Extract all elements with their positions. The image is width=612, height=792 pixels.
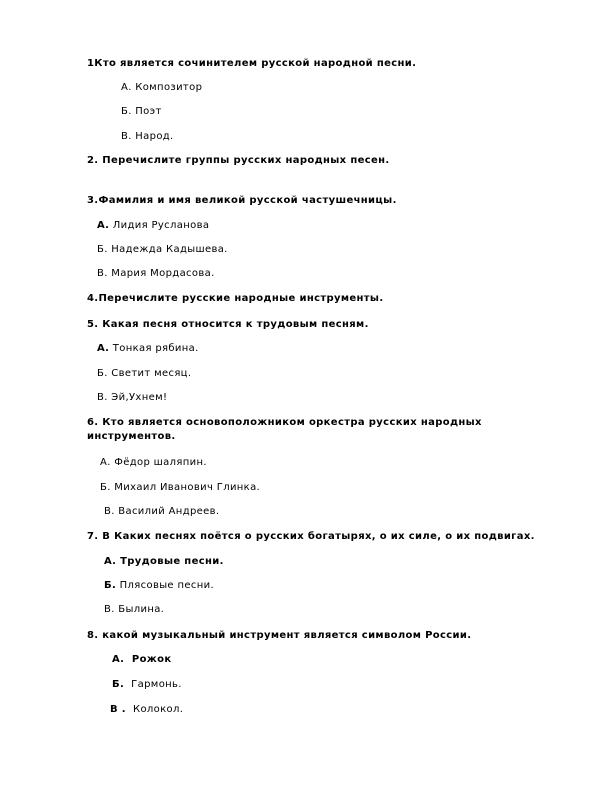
answer-6b	[100, 481, 260, 495]
answer-5b	[97, 367, 191, 381]
answer-1b	[121, 105, 162, 119]
answer-7c	[104, 603, 164, 617]
answer-text: В. Народ.	[121, 131, 174, 142]
answer-text: А. Фёдор шаляпин.	[100, 457, 207, 468]
answer-3a	[97, 219, 209, 233]
answer-1a	[121, 81, 202, 95]
answer-7b	[104, 579, 214, 593]
answer-text: Б. Поэт	[121, 106, 162, 117]
answer-letter: А.	[112, 654, 125, 665]
answer-8b	[112, 678, 182, 692]
answer-letter: В .	[110, 704, 126, 715]
answer-text: В. Василий Андреев.	[104, 506, 220, 517]
answer-8a	[112, 653, 171, 667]
answer-letter: А.	[104, 556, 117, 567]
answer-text: Гармонь.	[124, 679, 182, 690]
answer-6a	[100, 456, 207, 470]
answer-text: Лидия Русланова	[109, 220, 210, 231]
answer-text: Б. Светит месяц.	[97, 368, 192, 379]
answer-6c	[104, 505, 219, 519]
question-8: 8. какой музыкальный инструмент является символом России.	[87, 630, 472, 641]
answer-3c	[97, 267, 215, 281]
question-5: 5. Какая песня относится к трудовым песням.	[87, 319, 369, 330]
answer-letter: А.	[97, 220, 110, 231]
answer-text: А. Композитор	[121, 82, 203, 93]
answer-5c	[97, 391, 167, 405]
answer-letter: Б.	[104, 580, 117, 591]
answer-text: В. Былина.	[104, 604, 165, 615]
question-7: 7. В Каких песнях поётся о русских богатырях, о их силе, о их подвигах.	[87, 531, 535, 542]
answer-text: Плясовые песни.	[116, 580, 214, 591]
answer-text: Б. Михаил Иванович Глинка.	[100, 482, 261, 493]
answer-8c	[110, 703, 183, 717]
answer-1c	[121, 130, 174, 144]
question-2: 2. Перечислите группы русских народных песен.	[87, 155, 390, 166]
answer-7a	[104, 555, 224, 569]
question-3: 3.Фамилия и имя великой русской частушечницы.	[87, 195, 397, 206]
answer-3b	[97, 243, 228, 257]
answer-text: Тонкая рябина.	[109, 343, 199, 354]
answer-letter: А.	[97, 343, 110, 354]
question-4: 4.Перечислите русские народные инструменты.	[87, 293, 384, 304]
question-6: 6. Кто является основоположником оркестра русских народных инструментов.	[87, 417, 482, 442]
answer-5a	[97, 342, 199, 356]
question-1: 1Кто является сочинителем русской народной песни.	[87, 58, 417, 69]
answer-text: Рожок	[124, 654, 172, 665]
answer-text: В. Мария Мордасова.	[97, 268, 215, 279]
answer-letter: Б.	[112, 679, 125, 690]
answer-text: Колокол.	[125, 704, 184, 715]
answer-text: В. Эй,Ухнем!	[97, 392, 168, 403]
answer-text: Б. Надежда Кадышева.	[97, 244, 228, 255]
answer-text: Трудовые песни.	[116, 556, 224, 567]
